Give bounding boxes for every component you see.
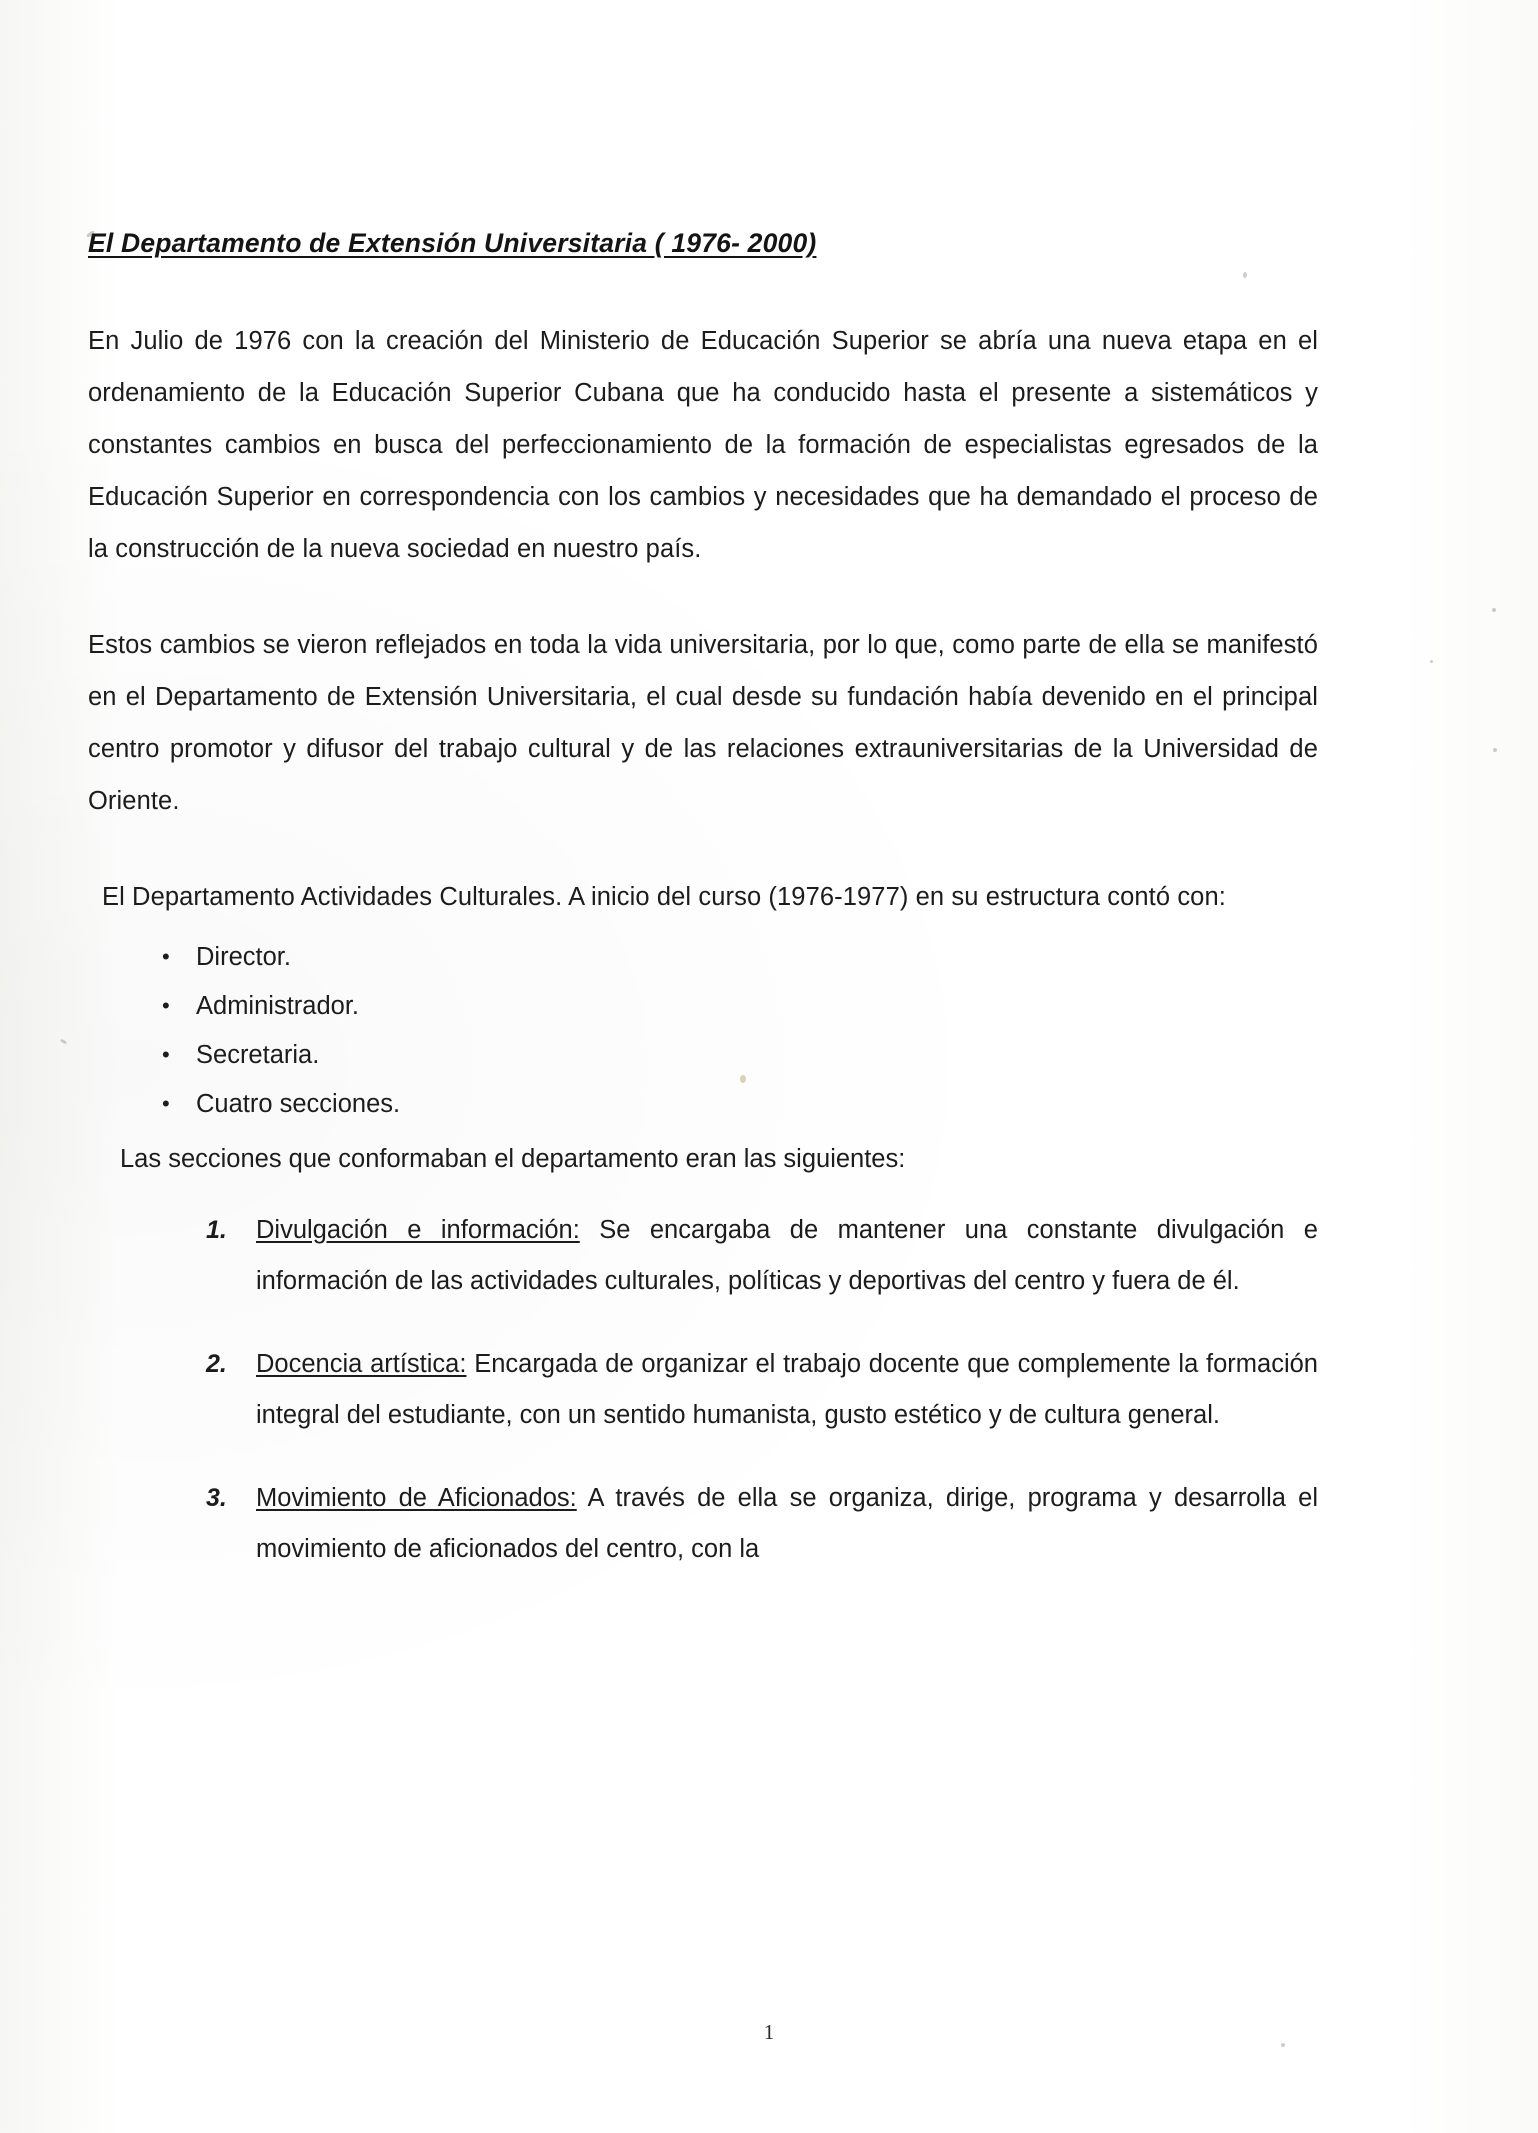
section-text: Encargada de organizar el trabajo docente que complemente la formación integral del estudiante, con un sentido humanista, gusto estético y de cultura general.: [256, 1350, 1318, 1429]
section-text: A través de ella se organiza, dirige, programa y desarrolla el movimiento de aficionados del centro, con la: [256, 1484, 1319, 1563]
list-item: [198, 1205, 1318, 1307]
list-item: • Cuatro secciones.: [156, 1080, 1318, 1129]
scan-artifact: [1493, 748, 1497, 752]
scan-artifact: [1281, 2043, 1285, 2047]
paragraph-2: Estos cambios se vieron reflejados en toda la vida universitaria, por lo que, como parte de ella se manifestó en el Departamento de Extensión Universitaria, el cual desde su fundación había devenido en el principal centro promotor y difusor del trabajo cultural y de las relaciones extrauniversitarias de la Universidad de Oriente.: [88, 631, 1318, 815]
list-item: [198, 1473, 1318, 1575]
list-item: • Secretaria.: [156, 1031, 1318, 1080]
section-term: Divulgación e información:: [256, 1216, 580, 1244]
paragraph-3: El Departamento Actividades Culturales. A inicio del curso (1976-1977) en su estructura contó con:: [102, 883, 1226, 911]
list-item: • Administrador.: [156, 982, 1318, 1031]
scan-artifact: [60, 1038, 68, 1044]
list-item: • Director.: [156, 933, 1318, 982]
scan-artifact: [740, 1075, 746, 1083]
scan-artifact: [1243, 272, 1247, 278]
structure-bullet-list: [88, 933, 1318, 1129]
section-text: Se encargaba de mantener una constante divulgación e información de las actividades culturales, políticas y deportivas del centro y fuera de él.: [256, 1216, 1318, 1295]
sections-lead-in: Las secciones que conformaban el departamento eran las siguientes:: [120, 1145, 906, 1173]
section-term: Movimiento de Aficionados:: [256, 1484, 577, 1512]
sections-numbered-list: [88, 1205, 1318, 1575]
paragraph-1: En Julio de 1976 con la creación del Ministerio de Educación Superior se abría una nueva etapa en el ordenamiento de la Educación Superior Cubana que ha conducido hasta el presente a sistemáticos y constantes cambios en busca del perfeccionamiento de la formación de especialistas egresados de la Educación Superior en correspondencia con los cambios y necesidades que ha demandado el proceso de la construcción de la nueva sociedad en nuestro país.: [88, 327, 1318, 563]
document-body: [88, 228, 1318, 1607]
list-item: [198, 1339, 1318, 1441]
page-title: El Departamento de Extensión Universitaria ( 1976- 2000): [88, 228, 817, 258]
page-number: 1: [763, 2020, 775, 2044]
scan-artifact: [1492, 608, 1496, 612]
scan-artifact: [1430, 660, 1433, 663]
section-term: Docencia artística:: [256, 1350, 467, 1378]
